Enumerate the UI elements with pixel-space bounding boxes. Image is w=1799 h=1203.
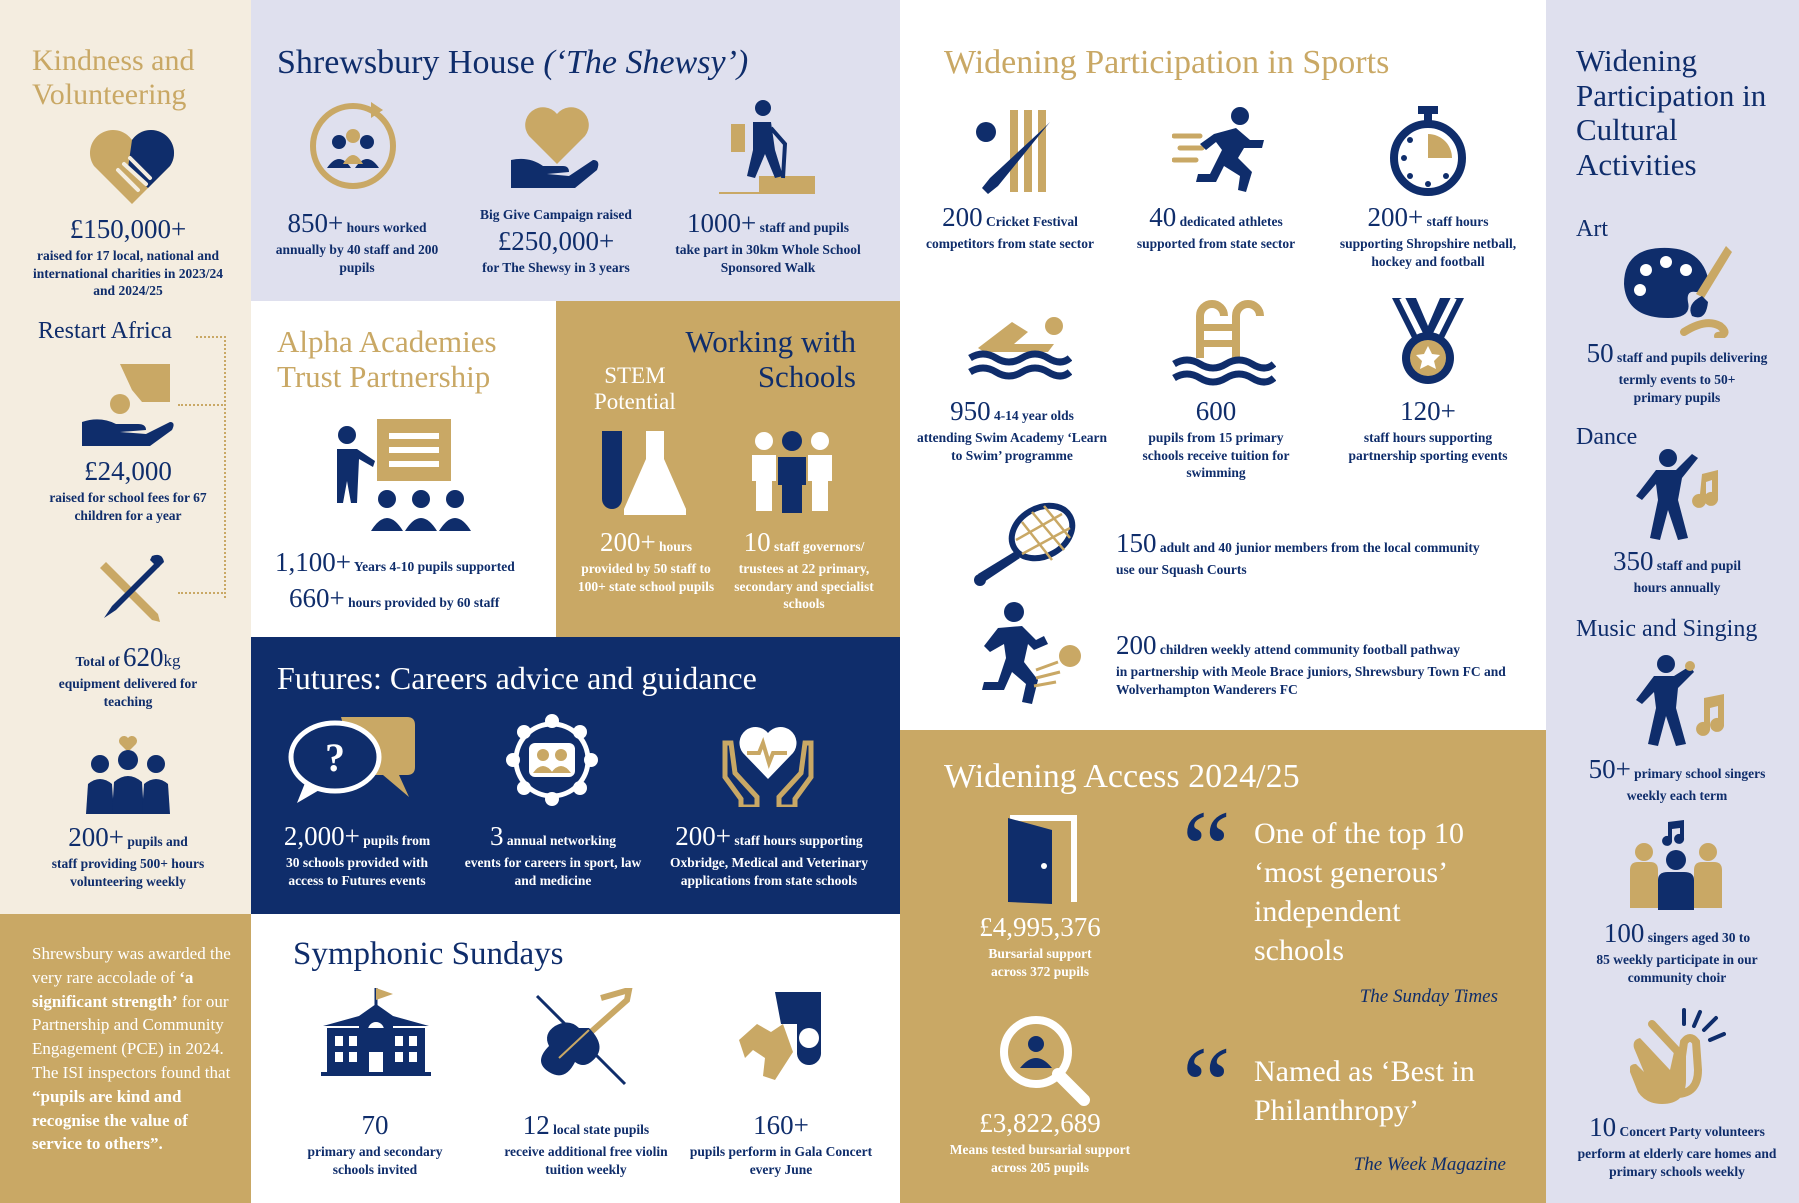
shewsy-stat-1 bbox=[269, 206, 445, 276]
art-stat-text-a: staff and pupils delivering bbox=[1616, 350, 1768, 365]
kindness-stat-3-value: 620 bbox=[123, 642, 164, 672]
medal-icon bbox=[1388, 296, 1468, 388]
symphonic-stat-2 bbox=[491, 1108, 681, 1178]
shewsy-stat-3-text-b: take part in 30km Whole School Sponsored Walk bbox=[675, 242, 861, 275]
working-title bbox=[685, 325, 856, 394]
coin-hand-icon bbox=[80, 358, 176, 450]
working-title-1: Working with bbox=[685, 324, 856, 359]
accolade-bold-2: “pupils are kind and recognise the value of service to others”. bbox=[32, 1086, 188, 1154]
access-panel bbox=[900, 730, 1546, 1203]
access-stat-1 bbox=[940, 910, 1140, 980]
accolade-text bbox=[32, 942, 232, 1156]
kindness-title: Kindness and Volunteering bbox=[32, 44, 195, 111]
sports-stat-7-text-a: adult and 40 junior members from the local community bbox=[1159, 540, 1480, 555]
alpha-stat-2-value: 660+ bbox=[289, 583, 345, 613]
cultural-title: Widening Participation in Cultural Activities bbox=[1576, 43, 1767, 183]
sports-stat-7-text-b: use our Squash Courts bbox=[1116, 562, 1247, 578]
shewsy-stat-2-pre: Big Give Campaign raised bbox=[480, 207, 632, 222]
concert-stat bbox=[1568, 1110, 1786, 1180]
kindness-panel bbox=[0, 0, 251, 914]
shewsy-title-italic: (‘The Shewsy’) bbox=[543, 44, 749, 81]
access-title: Widening Access 2024/25 bbox=[944, 758, 1300, 795]
sports-stat-5-value: 600 bbox=[1195, 396, 1237, 426]
symphonic-stat-2-value: 12 bbox=[522, 1110, 550, 1140]
symphonic-title: Symphonic Sundays bbox=[293, 936, 564, 972]
working-stat-1-text-b: provided by 50 staff to 100+ state school pupils bbox=[577, 561, 715, 594]
music-title: Music and Singing bbox=[1576, 616, 1758, 642]
sports-panel bbox=[900, 0, 1546, 730]
dance-stat-text-b: hours annually bbox=[1633, 580, 1721, 596]
quote-1-source: The Sunday Times bbox=[1359, 986, 1498, 1007]
sports-stat-3-text-a: staff hours bbox=[1426, 214, 1489, 229]
dancer-icon bbox=[1632, 448, 1722, 542]
shewsy-stat-3-value: 1000+ bbox=[687, 208, 757, 238]
futures-stat-2 bbox=[463, 819, 643, 889]
art-stat-text-b: termly events to 50+ primary pupils bbox=[1618, 372, 1736, 405]
swimmer-icon bbox=[968, 310, 1072, 386]
hiker-icon bbox=[719, 98, 815, 194]
alpha-panel bbox=[251, 301, 556, 637]
sports-stat-2-value: 40 bbox=[1149, 202, 1177, 232]
kindness-stat-3-prefix: Total of bbox=[75, 654, 120, 669]
governors-icon bbox=[750, 429, 834, 513]
pool-ladder-icon bbox=[1172, 298, 1276, 388]
symphonic-stat-3-value: 160+ bbox=[753, 1110, 809, 1140]
symphonic-stat-3 bbox=[681, 1108, 881, 1178]
shewsy-panel bbox=[251, 0, 900, 301]
art-title: Art bbox=[1576, 216, 1608, 242]
alpha-stat-1-value: 1,100+ bbox=[275, 547, 351, 577]
symphonic-stat-2-text-b: receive additional free violin tuition weekly bbox=[504, 1144, 668, 1177]
alpha-title-1: Alpha Academies bbox=[277, 324, 497, 359]
futures-stat-2-value: 3 bbox=[489, 821, 504, 851]
heart-pulse-hands-icon bbox=[721, 713, 815, 807]
people-heart-icon bbox=[78, 734, 178, 816]
sports-stat-3-text-b: supporting Shropshire netball, hockey and football bbox=[1339, 236, 1517, 269]
kindness-stat-3-text: equipment delivered for teaching bbox=[58, 676, 198, 709]
kindness-stat-4-text-a: pupils and bbox=[127, 834, 188, 849]
sports-stat-3 bbox=[1328, 200, 1528, 270]
symphonic-stat-1 bbox=[287, 1108, 463, 1178]
kindness-stat-4-text-b: staff providing 500+ hours volunteering weekly bbox=[51, 856, 205, 889]
sports-stat-5 bbox=[1128, 394, 1304, 482]
kindness-stat-4-value: 200+ bbox=[68, 822, 124, 852]
sports-stat-7 bbox=[1116, 526, 1536, 579]
working-panel bbox=[556, 301, 900, 637]
runner-icon bbox=[1172, 106, 1272, 196]
sports-stat-1-text-a: Cricket Festival bbox=[986, 214, 1078, 229]
kindness-stat-1-value: £150,000+ bbox=[69, 214, 187, 244]
alpha-stat-1 bbox=[275, 545, 555, 580]
alpha-stat-2-text: hours provided by 60 staff bbox=[348, 595, 500, 610]
sports-stat-4-value: 950 bbox=[950, 396, 991, 426]
choir-icon bbox=[1628, 820, 1724, 910]
stopwatch-icon bbox=[1386, 104, 1470, 198]
kindness-stat-2 bbox=[40, 454, 216, 524]
music-performer-icon bbox=[735, 988, 827, 1084]
restart-dotted-branch-1 bbox=[178, 404, 226, 406]
people-cycle-icon bbox=[307, 98, 399, 190]
network-icon bbox=[505, 713, 599, 807]
sports-stat-1-text-b: competitors from state sector bbox=[925, 236, 1095, 252]
alpha-title bbox=[277, 325, 497, 394]
shewsy-stat-2-text: for The Shewsy in 3 years bbox=[482, 259, 630, 275]
futures-stat-1-value: 2,000+ bbox=[283, 821, 360, 851]
working-stat-1-text-a: hours bbox=[659, 539, 693, 554]
choir-stat-text-a: singers aged 30 to bbox=[1647, 930, 1751, 945]
squash-racket-icon bbox=[970, 500, 1080, 586]
choir-stat-value: 100 bbox=[1603, 918, 1645, 948]
sports-stat-4 bbox=[914, 394, 1110, 464]
singer-icon bbox=[1632, 654, 1728, 748]
shewsy-stat-1-value: 850+ bbox=[287, 208, 344, 238]
alpha-stat-1-text: Years 4-10 pupils supported bbox=[353, 559, 515, 574]
shewsy-title-main: Shrewsbury House bbox=[277, 44, 535, 81]
clapping-hands-icon bbox=[1630, 1008, 1726, 1108]
sports-stat-8-text-a: children weekly attend community football pathway bbox=[1159, 642, 1461, 657]
choir-stat-text-b: 85 weekly participate in our community choir bbox=[1596, 952, 1758, 985]
access-stat-1-text: Bursarial support across 372 pupils bbox=[988, 946, 1092, 979]
kindness-stat-1-text: raised for 17 local, national and international charities in 2023/24 and 2024/25 bbox=[32, 248, 224, 299]
music-stat-value: 50+ bbox=[1588, 754, 1631, 784]
heart-hand-icon bbox=[507, 100, 603, 192]
sports-stat-3-value: 200+ bbox=[1367, 202, 1424, 232]
sports-stat-6 bbox=[1332, 394, 1524, 464]
dance-stat-text-a: staff and pupil bbox=[1656, 558, 1741, 573]
teacher-class-icon bbox=[327, 419, 477, 531]
sports-stat-2-text-a: dedicated athletes bbox=[1179, 214, 1283, 229]
quote-2: Named as ‘Best in Philanthropy’ bbox=[1254, 1055, 1475, 1127]
art-stat-value: 50 bbox=[1586, 338, 1614, 368]
music-stat bbox=[1568, 752, 1786, 805]
kindness-stat-4 bbox=[34, 820, 222, 890]
cultural-panel bbox=[1546, 0, 1799, 1203]
dance-stat bbox=[1568, 544, 1786, 597]
quote-1: One of the top 10 ‘most generous’ independent schools bbox=[1254, 817, 1464, 967]
music-stat-text-b: weekly each term bbox=[1626, 788, 1728, 804]
cricket-icon bbox=[974, 106, 1064, 196]
futures-stat-3 bbox=[661, 819, 877, 889]
access-stat-2-value: £3,822,689 bbox=[979, 1108, 1101, 1138]
handshake-heart-icon bbox=[88, 126, 176, 208]
working-title-2: Schools bbox=[757, 358, 856, 394]
futures-stat-3-text-b: Oxbridge, Medical and Veterinary applications from state schools bbox=[670, 855, 868, 888]
sports-stat-6-text: staff hours supporting partnership sporting events bbox=[1348, 430, 1508, 463]
shewsy-stat-1-text-b: annually by 40 staff and 200 pupils bbox=[275, 242, 439, 275]
kindness-stat-3 bbox=[40, 640, 216, 710]
lab-flask-icon bbox=[598, 429, 688, 515]
symphonic-stat-3-text: pupils perform in Gala Concert every June bbox=[689, 1144, 873, 1177]
working-stat-2-value: 10 bbox=[743, 527, 771, 557]
sports-stat-2-text-b: supported from state sector bbox=[1136, 236, 1296, 252]
school-building-icon bbox=[321, 986, 431, 1076]
sports-stat-1 bbox=[920, 200, 1100, 253]
working-stat-2-text-a: staff governors/ bbox=[774, 539, 865, 554]
sports-title: Widening Participation in Sports bbox=[944, 44, 1390, 81]
futures-stat-1-text-a: pupils from bbox=[363, 833, 431, 848]
symphonic-stat-2-text-a: local state pupils bbox=[553, 1122, 650, 1137]
futures-title: Futures: Careers advice and guidance bbox=[277, 660, 757, 696]
concert-stat-text-b: perform at elderly care homes and primary schools weekly bbox=[1577, 1146, 1777, 1179]
restart-dotted-branch-2 bbox=[178, 592, 226, 594]
futures-panel bbox=[251, 637, 900, 914]
futures-stat-3-value: 200+ bbox=[675, 821, 732, 851]
shewsy-stat-1-text-a: hours worked bbox=[346, 220, 427, 235]
accolade-line-1: Shrewsbury was awarded the very rare accolade of bbox=[32, 944, 231, 987]
choir-stat bbox=[1568, 916, 1786, 986]
alpha-title-2: Trust Partnership bbox=[277, 358, 491, 394]
access-stat-2-text: Means tested bursarial support across 205 pupils bbox=[949, 1142, 1131, 1175]
shewsy-stat-2 bbox=[463, 206, 649, 276]
working-stat-1 bbox=[572, 525, 720, 595]
alpha-stat-2 bbox=[289, 581, 555, 616]
accolade-bold-1: ‘a significant strength’ bbox=[32, 967, 194, 1011]
shewsy-stat-2-value: £250,000+ bbox=[497, 225, 615, 256]
sports-stat-6-value: 120+ bbox=[1400, 396, 1456, 426]
stem-title-1: STEM bbox=[604, 363, 666, 388]
sports-stat-8-text-b: in partnership with Meole Brace juniors, Shrewsbury Town FC and Wolverhampton Wanderers FC bbox=[1116, 664, 1506, 697]
concert-stat-value: 10 bbox=[1589, 1112, 1617, 1142]
shewsy-title bbox=[277, 44, 748, 82]
kindness-stat-2-value: £24,000 bbox=[84, 456, 172, 486]
futures-stat-3-text-a: staff hours supporting bbox=[734, 833, 863, 848]
sports-stat-8-value: 200 bbox=[1116, 630, 1157, 660]
quote-mark-1: “ bbox=[1182, 788, 1231, 910]
kindness-stat-3-unit: kg bbox=[163, 651, 181, 670]
dance-stat-value: 350 bbox=[1613, 546, 1654, 576]
open-door-icon bbox=[1004, 814, 1080, 906]
dance-title: Dance bbox=[1576, 424, 1638, 450]
restart-africa-title: Restart Africa bbox=[38, 318, 172, 344]
sports-stat-1-value: 200 bbox=[942, 202, 983, 232]
quote-2-source: The Week Magazine bbox=[1353, 1154, 1506, 1175]
futures-stat-2-text-a: annual networking bbox=[506, 833, 617, 848]
working-stat-2 bbox=[716, 525, 892, 613]
art-stat bbox=[1568, 336, 1786, 406]
futures-stat-1-text-b: 30 schools provided with access to Futures events bbox=[286, 855, 428, 888]
sports-stat-4-text-b: attending Swim Academy ‘Learn to Swim’ programme bbox=[916, 430, 1108, 463]
sports-stat-7-value: 150 bbox=[1116, 528, 1157, 558]
symphonic-panel bbox=[251, 914, 900, 1203]
music-stat-text-a: primary school singers bbox=[1634, 766, 1766, 781]
shewsy-stat-3-text-a: staff and pupils bbox=[759, 220, 849, 235]
sports-stat-4-text-a: 4-14 year olds bbox=[993, 408, 1074, 423]
futures-stat-2-text-b: events for careers in sport, law and medicine bbox=[464, 855, 642, 888]
accolade-panel bbox=[0, 914, 251, 1203]
accolade-line-2: for our Partnership and Community Engagement (PCE) in 2024. The ISI inspectors found that bbox=[32, 991, 231, 1082]
access-stat-1-value: £4,995,376 bbox=[979, 912, 1101, 942]
svg-text:?: ? bbox=[325, 735, 345, 780]
shewsy-stat-3 bbox=[675, 206, 861, 276]
footballer-icon bbox=[972, 600, 1082, 706]
symphonic-stat-1-value: 70 bbox=[361, 1110, 389, 1140]
stem-title-2: Potential bbox=[594, 388, 676, 414]
palette-icon bbox=[1616, 242, 1736, 338]
access-stat-2 bbox=[940, 1106, 1140, 1176]
working-stat-1-value: 200+ bbox=[599, 527, 656, 557]
magnifier-person-icon bbox=[996, 1012, 1090, 1106]
symphonic-stat-1-text: primary and secondary schools invited bbox=[307, 1144, 443, 1177]
futures-stat-1 bbox=[269, 819, 445, 889]
quote-mark-2: “ bbox=[1182, 1024, 1231, 1146]
question-chat-icon bbox=[287, 713, 417, 805]
sports-stat-8 bbox=[1116, 628, 1536, 698]
kindness-stat-2-text: raised for school fees for 67 children for a year bbox=[49, 490, 207, 523]
stem-title bbox=[594, 363, 676, 415]
sports-stat-2 bbox=[1128, 200, 1304, 253]
concert-stat-text-a: Concert Party volunteers bbox=[1619, 1124, 1765, 1139]
pencil-brush-icon bbox=[90, 552, 168, 630]
working-stat-2-text-b: trustees at 22 primary, secondary and specialist schools bbox=[734, 561, 874, 612]
sports-stat-5-text: pupils from 15 primary schools receive tuition for swimming bbox=[1142, 430, 1290, 481]
kindness-stat-1 bbox=[30, 212, 226, 300]
violin-icon bbox=[529, 988, 639, 1088]
